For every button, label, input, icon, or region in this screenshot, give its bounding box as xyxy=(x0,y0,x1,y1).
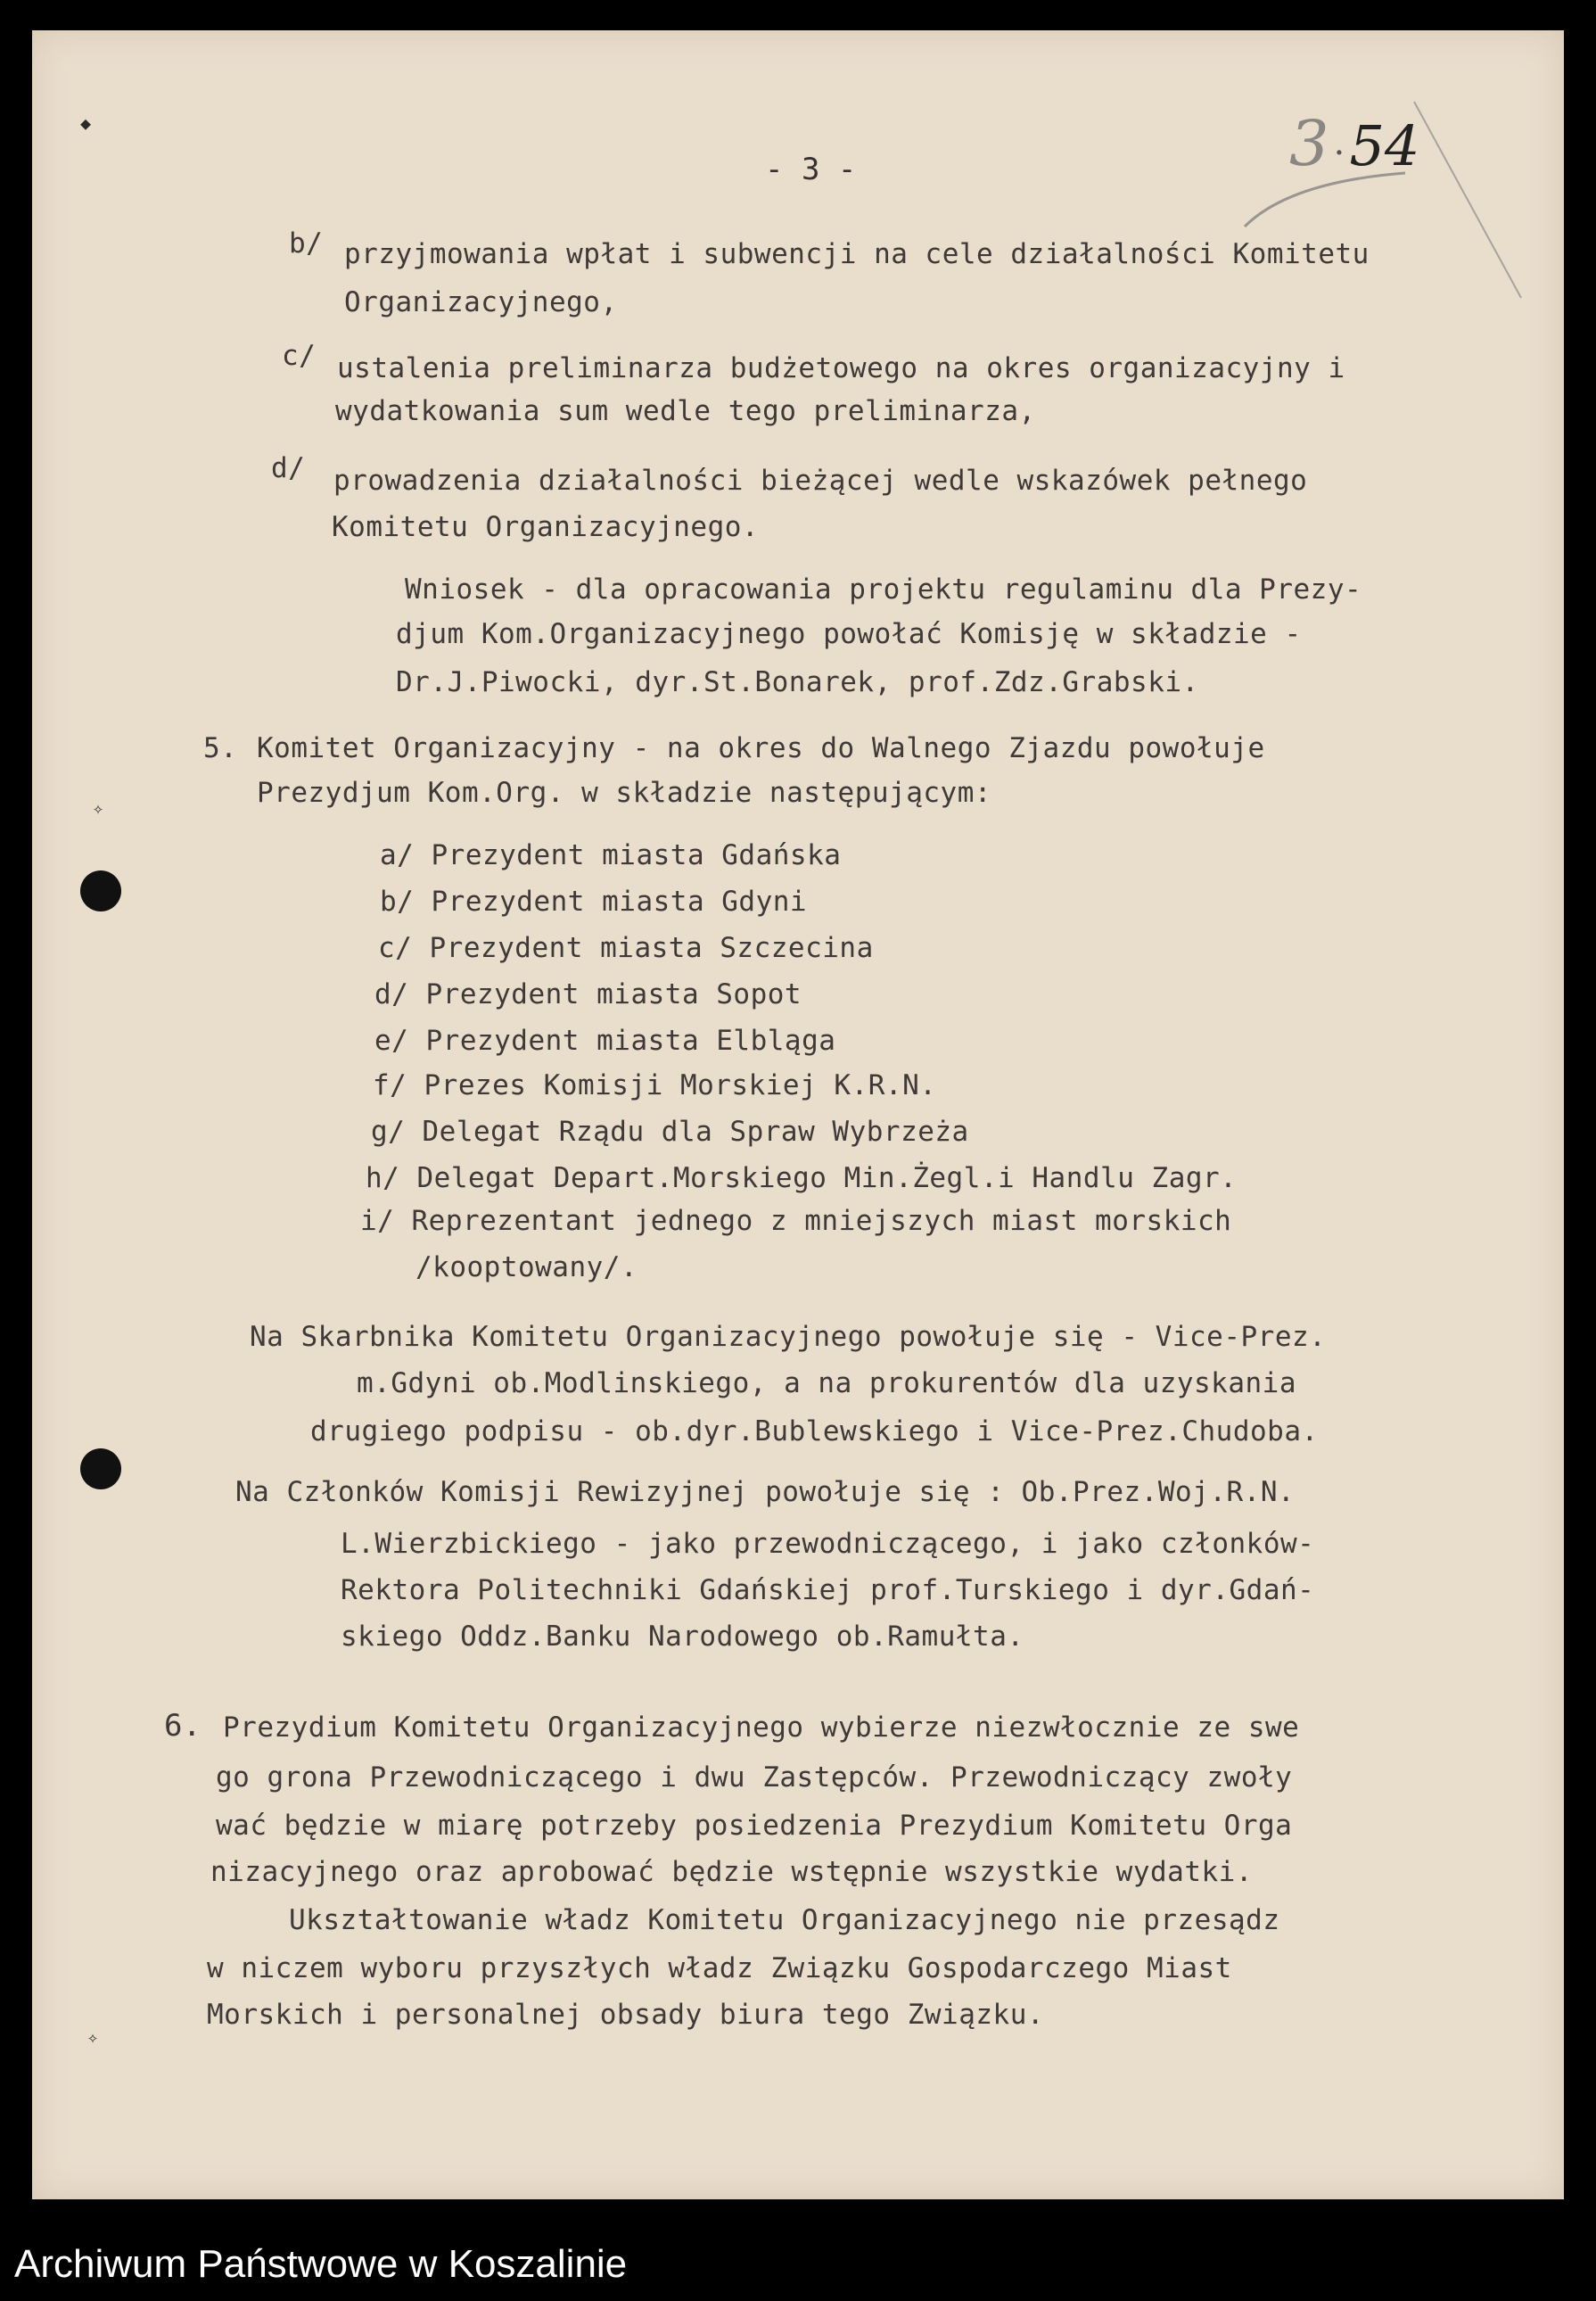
section-6-line: go grona Przewodniczącego i dwu Zastępców. Przewodniczący zwoły xyxy=(216,1761,1293,1794)
presidium-member: i/ Reprezentant jednego z mniejszych miast morskich xyxy=(360,1205,1232,1237)
pencil-number-left: 3 xyxy=(1289,107,1329,180)
margin-mark-icon: ✧ xyxy=(93,797,104,819)
margin-mark-icon: ✧ xyxy=(87,2026,99,2048)
pencil-stroke-icon xyxy=(1236,164,1414,235)
presidium-member: e/ Prezydent miasta Elbląga xyxy=(374,1025,836,1057)
komisja-line: Na Członków Komisji Rewizyjnej powołuje się : Ob.Prez.Woj.R.N. xyxy=(235,1476,1296,1508)
section-6-line: Prezydium Komitetu Organizacyjnego wybierze niezwłocznie ze swe xyxy=(223,1711,1300,1744)
section-6-line: wać będzie w miarę potrzeby posiedzenia Prezydium Komitetu Orga xyxy=(216,1810,1293,1842)
item-d-line: prowadzenia działalności bieżącej wedle wskazówek pełnego xyxy=(333,465,1308,497)
presidium-member: h/ Delegat Depart.Morskiego Min.Żegl.i Handlu Zagr. xyxy=(366,1162,1238,1194)
skarbnik-line: Na Skarbnika Komitetu Organizacyjnego powołuje się - Vice-Prez. xyxy=(250,1321,1327,1353)
section-5-intro: Komitet Organizacyjny - na okres do Walnego Zjazdu powołuje xyxy=(257,732,1265,764)
presidium-member: b/ Prezydent miasta Gdyni xyxy=(380,886,808,918)
presidium-member: f/ Prezes Komisji Morskiej K.R.N. xyxy=(373,1069,937,1101)
item-b-line: przyjmowania wpłat i subwencji na cele działalności Komitetu xyxy=(344,238,1370,270)
item-c-marker: c/ xyxy=(282,340,317,372)
item-d-line: Komitetu Organizacyjnego. xyxy=(332,511,760,543)
presidium-member: g/ Delegat Rządu dla Spraw Wybrzeża xyxy=(371,1116,969,1148)
wniosek-line: Wniosek - dla opracowania projektu regulaminu dla Prezy- xyxy=(405,573,1362,606)
skarbnik-line: m.Gdyni ob.Modlinskiego, a na prokurentów dla uzyskania xyxy=(357,1367,1296,1399)
punch-hole-top xyxy=(80,870,121,911)
archive-pencil-number: 3 · 54 xyxy=(1289,107,1420,180)
punch-hole-bottom xyxy=(80,1448,121,1489)
page-number: - 3 - xyxy=(765,152,857,187)
komisja-line: Rektora Politechniki Gdańskiej prof.Turskiego i dyr.Gdań- xyxy=(341,1574,1315,1606)
wniosek-line: Dr.J.Piwocki, dyr.St.Bonarek, prof.Zdz.Grabski. xyxy=(396,666,1199,698)
section-6-line: nizacyjnego oraz aprobować będzie wstępnie wszystkie wydatki. xyxy=(210,1856,1253,1888)
presidium-member: d/ Prezydent miasta Sopot xyxy=(374,978,802,1010)
margin-mark-icon: ◆ xyxy=(80,112,92,134)
section-6-line: w niczem wyboru przyszłych władz Związku Gospodarczego Miast xyxy=(207,1952,1232,1984)
presidium-member: c/ Prezydent miasta Szczecina xyxy=(378,932,874,964)
item-d-marker: d/ xyxy=(271,452,306,484)
komisja-line: skiego Oddz.Banku Narodowego ob.Ramułta. xyxy=(341,1621,1024,1653)
skarbnik-line: drugiego podpisu - ob.dyr.Bublewskiego i Vice-Prez.Chudoba. xyxy=(310,1415,1319,1447)
section-5-intro: Prezydjum Kom.Org. w składzie następującym: xyxy=(257,777,992,809)
section-6-line: Ukształtowanie władz Komitetu Organizacyjnego nie przesądz xyxy=(289,1904,1280,1936)
archive-footer-label: Archiwum Państwowe w Koszalinie xyxy=(14,2242,628,2286)
item-c-line: wydatkowania sum wedle tego preliminarza, xyxy=(335,395,1036,427)
section-6-line: Morskich i personalnej obsady biura tego Związku. xyxy=(207,1999,1045,2031)
komisja-line: L.Wierzbickiego - jako przewodniczącego, i jako członków- xyxy=(341,1528,1315,1560)
archive-footer-bar xyxy=(0,2228,1596,2301)
presidium-member: a/ Prezydent miasta Gdańska xyxy=(380,839,842,871)
section-6-number: 6. xyxy=(164,1708,202,1744)
document-page xyxy=(32,30,1564,2199)
item-c-line: ustalenia preliminarza budżetowego na okres organizacyjny i xyxy=(337,352,1345,384)
wniosek-line: djum Kom.Organizacyjnego powołać Komisję w składzie - xyxy=(396,618,1302,650)
pencil-number-right: 54 xyxy=(1349,113,1420,178)
pencil-stroke-icon xyxy=(1405,93,1530,307)
item-b-marker: b/ xyxy=(289,227,324,260)
item-b-line: Organizacyjnego, xyxy=(344,286,618,318)
presidium-member: /kooptowany/. xyxy=(415,1251,638,1283)
section-5-number: 5. xyxy=(203,732,238,764)
